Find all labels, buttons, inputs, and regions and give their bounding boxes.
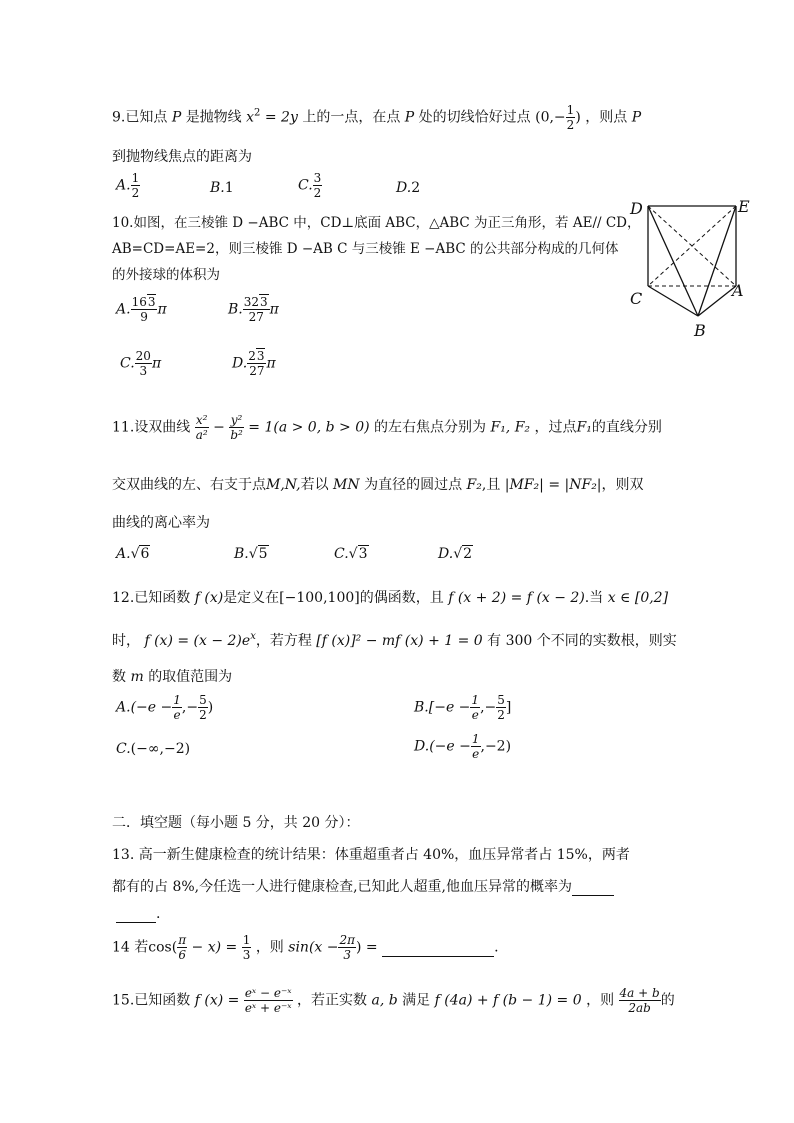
q11-option-a: A.√6 (116, 546, 150, 562)
q10-option-a: A. $\frac{163}{9}$ π (116, 295, 167, 324)
label-c: C (630, 289, 643, 308)
label-e: E (738, 197, 750, 216)
q12-option-c: C.(−∞,−2) (116, 741, 191, 757)
section-title: 二．填空题（每小题 5 分，共 20 分）： (112, 815, 360, 831)
question-10-line3: 的外接球的体积为 (112, 267, 220, 283)
q9-option-c: C. $\frac{3}{2}$ (298, 171, 322, 200)
q11-option-c: C.√3 (334, 546, 368, 562)
question-12-line3: 数 m 的取值范围为 (112, 669, 233, 685)
question-9-line1: 9.已知点 P 是抛物线 $x^2 = 2y$ 上的一点，在点 P 处的切线恰好过点 (0,− $\frac{1}{2}$ ) ，则点 P (112, 103, 642, 132)
q12-option-a: A.(−e − $\frac{1}{e}$ ,− $\frac{5}{2}$ ) (116, 693, 214, 722)
question-11-line1: 11.设双曲线 $\frac{\text{x²}}{\text{a²}}$ − $\frac{\text{y²}}{\text{b²}}$ = 1(a > 0, b > 0) 的左右焦点分别为 F₁, F₂ ，过点F₁的直线分别 (112, 413, 662, 442)
label-d: D (630, 199, 643, 218)
question-10-line1: 10.如图，在三棱锥 D −ABC 中，CD⊥底面 ABC，△ABC 为正三角形，若 AE// CD， (112, 215, 641, 231)
q10-option-b: B. $\frac{323}{27}$ π (228, 295, 279, 324)
question-13-line2: 都有的占 8%,今任选一人进行健康检查,已知此人超重,他血压异常的概率为 (112, 876, 614, 896)
question-15: 15.已知函数 f (x) = $\frac{\text{eˣ − e⁻ˣ}}{\text{eˣ + e⁻ˣ}}$ ，若正实数 a, b 满足 f (4a) + f (b − 1) = 0 ，则 $\frac{4a + b}{2ab}$ 的 (112, 986, 675, 1015)
answer-blank-13a[interactable] (572, 879, 614, 896)
q12-option-d: D.(−e − $\frac{1}{e}$ ,−2) (414, 732, 512, 761)
edge-db (648, 206, 698, 316)
q12-option-b: B.[−e − $\frac{1}{e}$ ,− $\frac{5}{2}$ ] (414, 693, 512, 722)
answer-blank-13b[interactable] (116, 906, 156, 923)
question-14: 14 若cos( $\frac{\pi}{6}$ − x) = $\frac{1}{3}$ ，则 sin(x − $\frac{2\pi}{3}$ ) = . (112, 933, 499, 962)
question-12-line2: 时， f $(x) = (x - 2)e^x$，若方程 [f (x)]² − mf (x) + 1 = 0 有 300 个不同的实数根，则实 (112, 631, 677, 649)
question-9-line2: 到抛物线焦点的距离为 (112, 149, 252, 165)
q11-option-b: B.√5 (234, 546, 268, 562)
q9-option-a: A. $\frac{1}{2}$ (116, 171, 140, 200)
pyramid-figure (624, 192, 784, 342)
q10-option-c: C. $\frac{20}{3}$ π (120, 349, 162, 378)
point-fraction: $\frac{1}{2}$ (566, 103, 575, 132)
edge-eb (698, 206, 736, 316)
label-b: B (694, 321, 706, 340)
question-11-line2: 交双曲线的左、右支于点M,N,若以 MN 为直径的圆过点 F₂,且 |MF₂| = |NF₂|，则双 (112, 477, 644, 493)
label-a: A (732, 281, 744, 300)
q10-option-d: D. $\frac{23}{27}$ π (232, 349, 276, 378)
q11-option-d: D.√2 (438, 546, 473, 562)
question-10-line2: AB=CD=AE=2，则三棱锥 D −AB C 与三棱锥 E −ABC 的公共部分构成的几何体 (112, 241, 619, 257)
question-13-line3: . (116, 906, 160, 923)
q9-option-d: D.2 (396, 180, 421, 196)
answer-blank-14[interactable] (382, 940, 494, 957)
question-11-line3: 曲线的离心率为 (112, 515, 210, 531)
question-12-line1: 12.已知函数 f (x)是定义在[−100,100]的偶函数，且 f (x + 2) = f (x − 2).当 x ∈ [0,2] (112, 590, 669, 606)
question-13-line1: 13. 高一新生健康检查的统计结果：体重超重者占 40%，血压异常者占 15%，两者 (112, 847, 630, 863)
q9-option-b: B.1 (210, 180, 234, 196)
